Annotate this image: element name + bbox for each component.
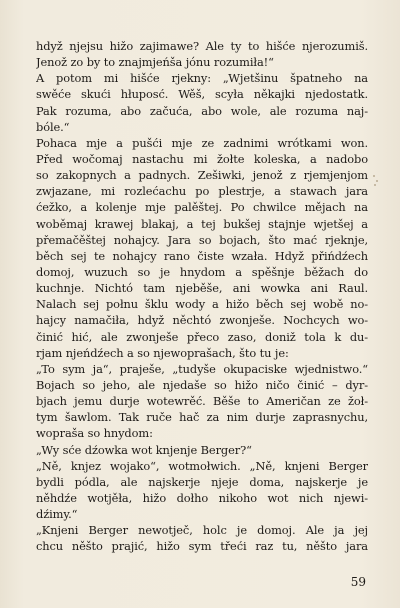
text-line: so zakopnych a padnych. Zešiwki, jenož z rjemjenjom [36, 168, 368, 183]
text-line: dźimy.“ [36, 507, 78, 522]
text-line: A potom mi hišće rjekny: „Wjetšinu špatneho na [36, 71, 368, 86]
text-line: woběmaj krawej blakaj, a tej bukšej stajnje wjetšej a [36, 216, 368, 231]
text-line: ćežko, a kolenje mje palěštej. Po chwilce mějach na [36, 200, 368, 215]
text-line: swěće skući hłuposć. Wěš, scyła někajki njedostatk. [36, 87, 368, 102]
text-line: Nalach sej połnu šklu wody a hižo běch sej wobě no- [36, 297, 368, 312]
text-line: „To sym ja“, praješe, „tudyše okupaciske wjednistwo.“ [36, 361, 368, 376]
text-line: chcu něšto prajić, hižo sym třeći raz tu, něšto jara [36, 539, 368, 554]
text-line: bóle.“ [36, 119, 70, 134]
text-line: wopraša so hnydom: [36, 426, 153, 441]
text-line: přemačěštej nohajcy. Jara so bojach, što mać rjeknje, [36, 232, 368, 247]
text-line: činić hić, ale zwonješe přeco zaso, doniž tola k du- [36, 329, 368, 344]
text-line: „Knjeni Berger newotječ, holc je domoj. Ale ja jej [36, 523, 368, 538]
paper-specks [372, 175, 380, 187]
text-line: hajcy namačiła, hdyž něchtó zwonješe. Nochcych wo- [36, 313, 368, 328]
text-line: Pohaca mje a pušći mje ze zadnimi wrótkami won. [36, 135, 368, 150]
text-line: tym šawlom. Tak ruče hač za nim durje zaprasnychu, [36, 410, 368, 425]
text-line: něhdźe wotjěła, hižo dołho nikoho wot nich njewi- [36, 490, 368, 505]
text-line: Před wočomaj nastachu mi žołte koleska, a nadobo [36, 151, 368, 166]
text-line: bjach jemu durje wotewrěć. Běše to Američan ze žoł- [36, 394, 368, 409]
text-line: rjam njeńdźech a so njewoprašach, što tu je: [36, 345, 289, 360]
text-line: běch sej te nohajcy rano čiste wzała. Hdyž přińdźech [36, 248, 368, 263]
text-line: domoj, wuzuch so je hnydom a spěšnje běžach do [36, 264, 368, 279]
text-line: zwjazane, mi rozlećachu po plestrje, a stawach jara [36, 184, 368, 199]
text-line: bydli pódla, ale najskerje njeje doma, najskerje je [36, 474, 368, 489]
text-line: kuchnje. Nichtó tam njeběše, ani wowka ani Raul. [36, 281, 368, 296]
text-line: „Ně, knjez wojako“, wotmołwich. „Ně, knjeni Berger [36, 458, 368, 473]
text-line: hdyž njejsu hižo zajimawe? Ale ty to hišće njerozumiš. [36, 39, 368, 53]
page-number: 59 [350, 575, 366, 589]
body-text [36, 38, 368, 555]
text-line: Bojach so jeho, ale njedaše so hižo ničo činić – dyr- [36, 377, 368, 392]
text-line: Pak rozuma, abo začuća, abo wole, ale rozuma naj- [36, 103, 368, 118]
text-line: Jenož zo by to znajmjeńša jónu rozumiła!“ [36, 55, 274, 70]
text-line: „Wy sće dźowka wot knjenje Berger?“ [36, 442, 252, 457]
